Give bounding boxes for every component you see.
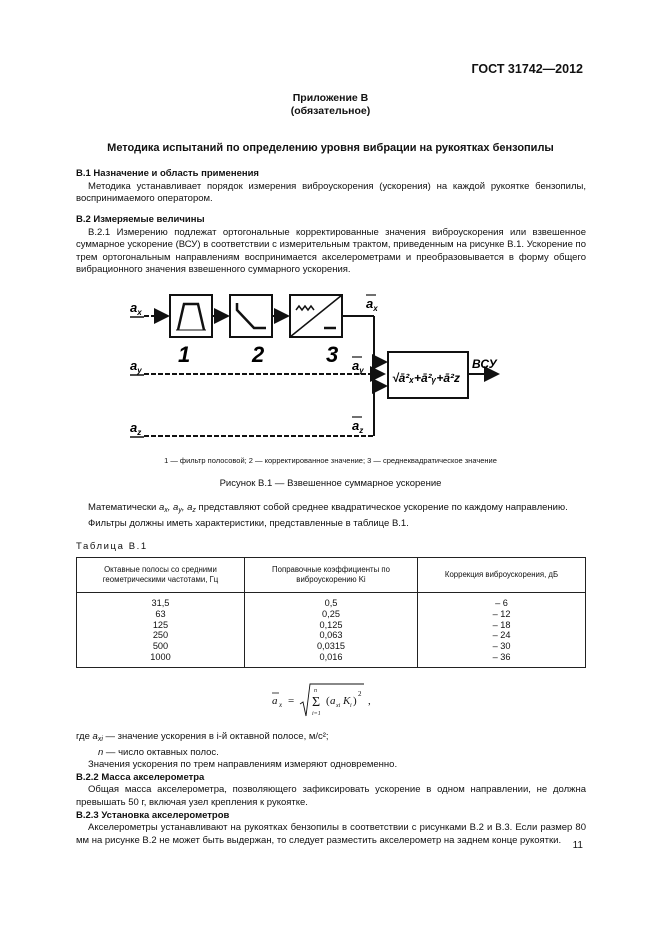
table-cell: 63 [77, 609, 245, 620]
table-cell: – 30 [418, 641, 586, 652]
appendix-note: (обязательное) [290, 105, 371, 117]
table-label: Таблица В.1 [76, 541, 148, 552]
table-cell: 1000 [77, 652, 245, 667]
svg-text:n: n [314, 688, 317, 694]
table-cell: 125 [77, 620, 245, 631]
correction-block [230, 295, 272, 337]
svg-text:i: i [350, 703, 352, 709]
svg-text:i=1: i=1 [312, 711, 321, 717]
input-az-label: $a_z$ [130, 420, 142, 437]
input-ay-label: $a_y$ [130, 358, 142, 375]
rms-formula [268, 682, 398, 722]
table-header-correction: Коррекция виброускорения, дБ [418, 558, 586, 593]
table-row [77, 593, 586, 609]
az-bar-label: $a_z$ [352, 418, 364, 435]
bandpass-filter-block [170, 295, 212, 337]
svg-text:K: K [343, 695, 351, 707]
input-ax-label: $a_x$ [130, 300, 142, 317]
table-row [77, 630, 586, 641]
section-b23-text: Акселерометры устанавливают на рукоятках бензопилы в соответствии с рисунками В.2 и В.3. Если размер 80 мм на рисунке В.2 не может быть выдержан, то следует разместить акселерометр на заднем конце рукоятки. [76, 822, 586, 846]
svg-text:): ) [353, 695, 357, 707]
table-row [77, 652, 586, 667]
table-cell: – 36 [418, 652, 586, 667]
section-b2 [76, 214, 586, 277]
svg-text:(: ( [326, 695, 330, 707]
definitions [76, 731, 586, 847]
page-number: 11 [572, 840, 583, 851]
table-cell: 0,5 [244, 593, 417, 609]
table-cell: – 18 [418, 620, 586, 631]
section-b22-heading: В.2.2 Масса акселерометра [76, 771, 205, 783]
table-cell: – 24 [418, 630, 586, 641]
section-b2-heading: В.2 Измеряемые величины [76, 214, 205, 225]
figure-legend: 1 — фильтр полосовой; 2 — корректированное значение; 3 — среднеквадратическое значение [164, 456, 497, 465]
figure-caption: Рисунок В.1 — Взвешенное суммарное ускорение [219, 478, 442, 489]
section-b1-heading: В.1 Назначение и область применения [76, 168, 259, 179]
table-cell: 0,25 [244, 609, 417, 620]
table-row [77, 641, 586, 652]
table-cell: 0,125 [244, 620, 417, 631]
table-row [77, 620, 586, 631]
section-b23-heading: В.2.3 Установка акселерометров [76, 809, 230, 821]
method-title: Методика испытаний по определению уровня вибрации на рукоятках бензопилы [107, 142, 554, 154]
frequency-table [76, 557, 586, 668]
block-number-1: 1 [178, 342, 191, 367]
table-cell: 250 [77, 630, 245, 641]
table-cell: 500 [77, 641, 245, 652]
svg-text:,: , [368, 695, 371, 707]
table-header-coefficient: Поправочные коэффициенты по виброускорению Ki [244, 558, 417, 593]
svg-text:Σ: Σ [312, 695, 321, 710]
section-b1-text: Методика устанавливает порядок измерения виброускорения (ускорения) на каждой рукоятке бензопилы, воспринимаемого оператором. [76, 180, 586, 205]
svg-text:a: a [272, 695, 278, 707]
measurement-diagram [120, 290, 520, 450]
table-cell: – 6 [418, 593, 586, 609]
after-figure-text [76, 502, 586, 530]
after-figure-line-1: Математически $a_x$, $a_y$, $a_z$ представляют собой среднее квадратическое ускорение по каждому направлению. [88, 502, 568, 514]
ay-bar-label: $a_y$ [352, 358, 364, 375]
svg-text:x: x [279, 701, 283, 709]
output-label: ВСУ [472, 357, 497, 371]
svg-text:xi: xi [336, 703, 341, 709]
appendix-header [0, 92, 661, 118]
definition-note: Значения ускорения по трем направлениям измеряют одновременно. [88, 759, 398, 771]
definition-n: n — число октавных полос. [98, 746, 219, 758]
table-cell: – 12 [418, 609, 586, 620]
table-row [77, 609, 586, 620]
table-cell: 31,5 [77, 593, 245, 609]
section-b1 [76, 168, 586, 206]
after-figure-line-2: Фильтры должны иметь характеристики, представленные в таблице В.1. [88, 517, 409, 529]
svg-text:=: = [288, 695, 295, 707]
sum-formula: √ā²ₓ+ā²ᵧ+ā²z [392, 371, 461, 385]
section-b22-text: Общая масса акселерометра, позволяющего зафиксировать ускорение в одном направлении, не должна превышать 50 г, включая узел крепления к рукоятке. [76, 784, 586, 808]
block-number-3: 3 [326, 342, 339, 367]
ax-bar-label: $a_x$ [366, 296, 378, 313]
block-number-2: 2 [252, 342, 265, 367]
table-cell: 0,063 [244, 630, 417, 641]
table-header-frequency: Октавные полосы со средними геометрическими частотами, Гц [77, 558, 245, 593]
section-b2-text: В.2.1 Измерению подлежат ортогональные корректированные значения виброускорения или взвешенное суммарное ускорение (ВСУ) в соответствии с измерительным трактом, приведенным на рисунке В.1. Ускорение по трем ортогональным направлениям воспринимается акселерометрами и преобразовывается в форму общего вибрационного значения взвешенного суммарного ускорения. [76, 226, 586, 276]
svg-text:2: 2 [358, 690, 362, 698]
table-cell: 0,0315 [244, 641, 417, 652]
appendix-title: Приложение В [292, 92, 369, 104]
table-cell: 0,016 [244, 652, 417, 667]
definition-axi: где $a_{xi}$ — значение ускорения в i-й октавной полосе, м/с²; [76, 731, 329, 743]
svg-text:a: a [330, 695, 336, 707]
standard-number: ГОСТ 31742—2012 [471, 62, 583, 76]
